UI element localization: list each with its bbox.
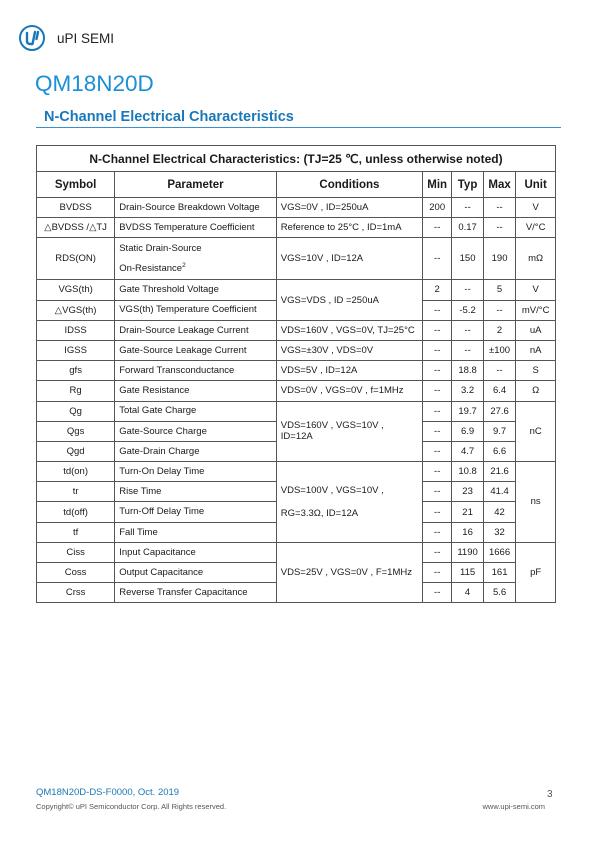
cell-max: 21.6 <box>483 462 516 482</box>
cell-symbol: Ciss <box>37 542 115 562</box>
cell-unit: nA <box>516 340 556 360</box>
cell-parameter: Gate Threshold Voltage <box>115 280 277 300</box>
cell-symbol: td(on) <box>37 462 115 482</box>
cell-symbol: Rg <box>37 381 115 401</box>
cell-parameter: Fall Time <box>115 522 277 542</box>
cell-max: -- <box>483 218 516 238</box>
header-min: Min <box>423 172 452 198</box>
cell-parameter: Drain-Source Breakdown Voltage <box>115 198 277 218</box>
table-row <box>37 340 556 360</box>
cell-symbol: Qgs <box>37 421 115 441</box>
cell-parameter: Gate-Source Charge <box>115 421 277 441</box>
cell-typ: -- <box>452 280 483 300</box>
cell-min: -- <box>423 238 452 280</box>
page-number: 3 <box>547 789 553 800</box>
cell-typ: 150 <box>452 238 483 280</box>
cell-symbol: BVDSS <box>37 198 115 218</box>
cell-typ: 16 <box>452 522 483 542</box>
cell-symbol: RDS(ON) <box>37 238 115 280</box>
cell-min: -- <box>423 522 452 542</box>
cell-parameter: Turn-On Delay Time <box>115 462 277 482</box>
section-title: N-Channel Electrical Characteristics <box>44 109 294 125</box>
cell-symbol: tf <box>37 522 115 542</box>
cell-conditions: VDS=0V , VGS=0V , f=1MHz <box>276 381 422 401</box>
cell-typ: 4.7 <box>452 441 483 461</box>
cell-parameter: Gate-Drain Charge <box>115 441 277 461</box>
table-row <box>37 198 556 218</box>
cell-symbol: IGSS <box>37 340 115 360</box>
table-row <box>37 361 556 381</box>
cell-parameter: Turn-Off Delay Time <box>115 502 277 522</box>
document-id: QM18N20D-DS-F0000, Oct. 2019 <box>36 787 180 798</box>
cell-max: 42 <box>483 502 516 522</box>
header-symbol: Symbol <box>37 172 115 198</box>
cell-min: -- <box>423 441 452 461</box>
cell-min: -- <box>423 542 452 562</box>
electrical-characteristics-table <box>36 145 556 603</box>
cell-max: 27.6 <box>483 401 516 421</box>
table-row <box>37 280 556 300</box>
cell-symbol: △VGS(th) <box>37 300 115 320</box>
cell-min: -- <box>423 381 452 401</box>
cell-min: -- <box>423 401 452 421</box>
cell-typ: 19.7 <box>452 401 483 421</box>
table-row <box>37 542 556 562</box>
cell-max: 6.4 <box>483 381 516 401</box>
cell-typ: 115 <box>452 563 483 583</box>
cell-max: 2 <box>483 320 516 340</box>
cell-max: -- <box>483 198 516 218</box>
cell-typ: 23 <box>452 482 483 502</box>
cell-symbol: Qgd <box>37 441 115 461</box>
header-unit: Unit <box>516 172 556 198</box>
cell-symbol: VGS(th) <box>37 280 115 300</box>
cell-parameter: Input Capacitance <box>115 542 277 562</box>
upi-semi-logo <box>18 24 46 52</box>
cell-conditions <box>276 462 422 543</box>
cell-min: -- <box>423 218 452 238</box>
table-row <box>37 218 556 238</box>
conditions-line2: RG=3.3Ω, ID=12A <box>280 507 359 519</box>
cell-max: 6.6 <box>483 441 516 461</box>
cell-typ: 1190 <box>452 542 483 562</box>
cell-conditions: VGS=0V , ID=250uA <box>276 198 422 218</box>
cell-parameter: Rise Time <box>115 482 277 502</box>
cell-typ: 18.8 <box>452 361 483 381</box>
section-divider <box>36 127 561 128</box>
header-parameter: Parameter <box>115 172 277 198</box>
cell-parameter: Gate Resistance <box>115 381 277 401</box>
company-name: uPI SEMI <box>57 31 115 46</box>
cell-max: 1666 <box>483 542 516 562</box>
parameter-line2: On-Resistance <box>119 263 183 275</box>
cell-unit: pF <box>516 542 556 603</box>
table-row <box>37 320 556 340</box>
cell-min: -- <box>423 421 452 441</box>
part-number: QM18N20D <box>35 71 154 96</box>
cell-max: 190 <box>483 238 516 280</box>
cell-parameter: Gate-Source Leakage Current <box>115 340 277 360</box>
cell-typ: -- <box>452 320 483 340</box>
cell-conditions: VDS=160V , VGS=0V, TJ=25°C <box>276 320 422 340</box>
cell-conditions: VGS=10V , ID=12A <box>276 238 422 280</box>
cell-min: -- <box>423 563 452 583</box>
table-row <box>37 462 556 482</box>
cell-min: 200 <box>423 198 452 218</box>
cell-max: ±100 <box>483 340 516 360</box>
cell-unit: Ω <box>516 381 556 401</box>
cell-symbol: IDSS <box>37 320 115 340</box>
cell-min: -- <box>423 320 452 340</box>
cell-parameter: Forward Transconductance <box>115 361 277 381</box>
cell-max: 5 <box>483 280 516 300</box>
cell-symbol: gfs <box>37 361 115 381</box>
cell-conditions: VGS=±30V , VDS=0V <box>276 340 422 360</box>
cell-conditions: VDS=25V , VGS=0V , F=1MHz <box>276 542 422 603</box>
cell-symbol: Crss <box>37 583 115 603</box>
conditions-line1: VDS=100V , VGS=10V , <box>280 484 384 496</box>
cell-symbol: td(off) <box>37 502 115 522</box>
website-url: www.upi-semi.com <box>482 802 545 811</box>
cell-unit: S <box>516 361 556 381</box>
cell-min: -- <box>423 462 452 482</box>
cell-parameter: Total Gate Charge <box>115 401 277 421</box>
cell-max: -- <box>483 361 516 381</box>
cell-parameter: Drain-Source Leakage Current <box>115 320 277 340</box>
cell-unit: V <box>516 280 556 300</box>
cell-unit: mV/°C <box>516 300 556 320</box>
cell-unit: mΩ <box>516 238 556 280</box>
cell-typ: 6.9 <box>452 421 483 441</box>
table-title: N-Channel Electrical Characteristics: (TJ=25 ℃, unless otherwise noted) <box>37 146 556 172</box>
header-max: Max <box>483 172 516 198</box>
cell-symbol: △BVDSS /△TJ <box>37 218 115 238</box>
cell-parameter: BVDSS Temperature Coefficient <box>115 218 277 238</box>
cell-conditions: Reference to 25°C , ID=1mA <box>276 218 422 238</box>
cell-conditions: VDS=5V , ID=12A <box>276 361 422 381</box>
cell-max: 32 <box>483 522 516 542</box>
cell-symbol: Coss <box>37 563 115 583</box>
cell-parameter: VGS(th) Temperature Coefficient <box>115 300 277 320</box>
cell-min: -- <box>423 340 452 360</box>
cell-max: 41.4 <box>483 482 516 502</box>
cell-parameter: Output Capacitance <box>115 563 277 583</box>
cell-unit: uA <box>516 320 556 340</box>
cell-max: 161 <box>483 563 516 583</box>
cell-max: 5.6 <box>483 583 516 603</box>
cell-typ: 3.2 <box>452 381 483 401</box>
table-row <box>37 401 556 421</box>
cell-parameter: Reverse Transfer Capacitance <box>115 583 277 603</box>
cell-typ: -5.2 <box>452 300 483 320</box>
cell-conditions: VGS=VDS , ID =250uA <box>276 280 422 320</box>
cell-typ: -- <box>452 340 483 360</box>
cell-typ: 4 <box>452 583 483 603</box>
header-typ: Typ <box>452 172 483 198</box>
parameter-line1: Static Drain-Source <box>119 242 202 254</box>
cell-unit: ns <box>516 462 556 543</box>
cell-symbol: Qg <box>37 401 115 421</box>
cell-unit: nC <box>516 401 556 462</box>
cell-typ: -- <box>452 198 483 218</box>
cell-min: -- <box>423 361 452 381</box>
cell-unit: V <box>516 198 556 218</box>
header-conditions: Conditions <box>276 172 422 198</box>
cell-typ: 21 <box>452 502 483 522</box>
copyright-notice: Copyright© uPI Semiconductor Corp. All Rights reserved. <box>36 802 227 811</box>
cell-min: -- <box>423 502 452 522</box>
table-header-row <box>37 172 556 198</box>
cell-min: -- <box>423 583 452 603</box>
cell-symbol: tr <box>37 482 115 502</box>
parameter-note: 2 <box>182 262 186 270</box>
cell-min: -- <box>423 300 452 320</box>
cell-typ: 0.17 <box>452 218 483 238</box>
table-row <box>37 238 556 280</box>
table-row <box>37 381 556 401</box>
cell-unit: V/°C <box>516 218 556 238</box>
cell-max: -- <box>483 300 516 320</box>
cell-min: 2 <box>423 280 452 300</box>
cell-min: -- <box>423 482 452 502</box>
cell-parameter <box>115 238 277 280</box>
cell-conditions: VDS=160V , VGS=10V , ID=12A <box>276 401 422 462</box>
cell-typ: 10.8 <box>452 462 483 482</box>
cell-max: 9.7 <box>483 421 516 441</box>
